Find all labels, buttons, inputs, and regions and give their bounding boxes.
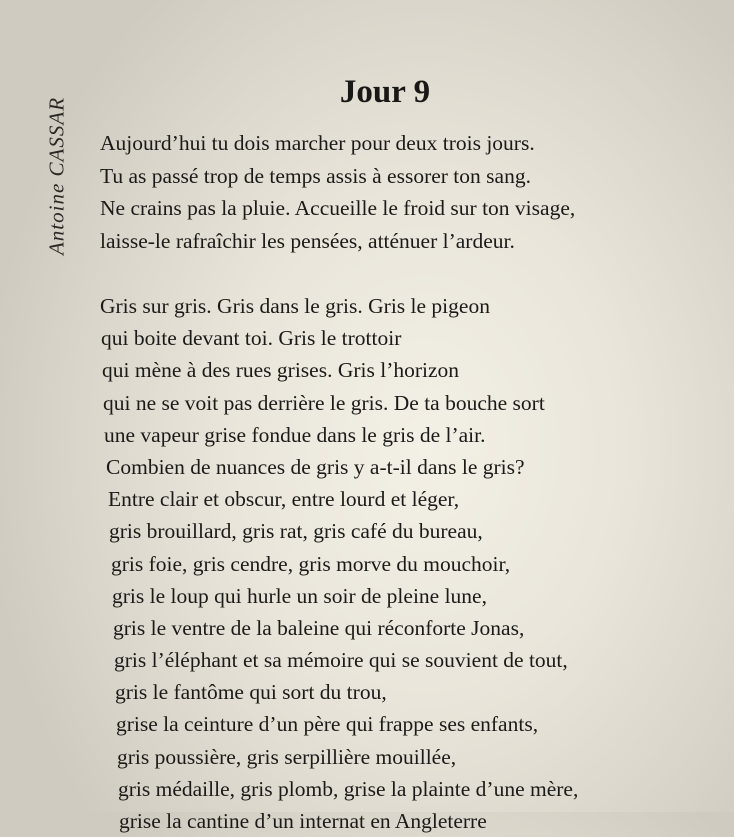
stanza-1 <box>100 127 575 257</box>
poem-line: gris le ventre de la baleine qui réconforte Jonas, <box>113 615 525 640</box>
poem-line: Entre clair et obscur, entre lourd et léger, <box>108 487 460 512</box>
poem-line: une vapeur grise fondue dans le gris de l’air. <box>104 422 486 447</box>
stanza-2 <box>100 290 578 837</box>
poem-line: gris foie, gris cendre, gris morve du mouchoir, <box>111 551 511 576</box>
poem-line: grise la ceinture d’un père qui frappe ses enfants, <box>116 712 539 737</box>
poem-line: qui ne se voit pas derrière le gris. De ta bouche sort <box>103 390 545 415</box>
poem-line: gris médaille, gris plomb, grise la plainte d’une mère, <box>118 776 579 801</box>
poem-line: gris le loup qui hurle un soir de pleine lune, <box>112 583 487 608</box>
poem-line: laisse-le rafraîchir les pensées, atténuer l’ardeur. <box>100 228 515 253</box>
poem-line: gris brouillard, gris rat, gris café du bureau, <box>109 519 483 544</box>
poem-line: Tu as passé trop de temps assis à essorer ton sang. <box>100 163 531 188</box>
poem-line: gris le fantôme qui sort du trou, <box>115 680 387 705</box>
poem-line: gris poussière, gris serpillière mouillée, <box>117 744 457 769</box>
poem-line: Ne crains pas la pluie. Accueille le froid sur ton visage, <box>100 196 576 220</box>
poem-line: Gris sur gris. Gris dans le gris. Gris le pigeon <box>100 294 490 318</box>
author-running-head: Antoine CASSAR <box>44 96 69 256</box>
poem-line: Aujourd’hui tu dois marcher pour deux trois jours. <box>100 131 535 155</box>
poem-line: grise la cantine d’un internat en Angleterre <box>119 809 487 833</box>
poem-title: Jour 9 <box>339 74 431 111</box>
poem-line: qui mène à des rues grises. Gris l’horizon <box>102 358 460 383</box>
poem-line: gris l’éléphant et sa mémoire qui se souvient de tout, <box>114 648 568 673</box>
poem-line: qui boite devant toi. Gris le trottoir <box>101 326 402 351</box>
poem-line: Combien de nuances de gris y a-t-il dans le gris? <box>106 454 525 479</box>
